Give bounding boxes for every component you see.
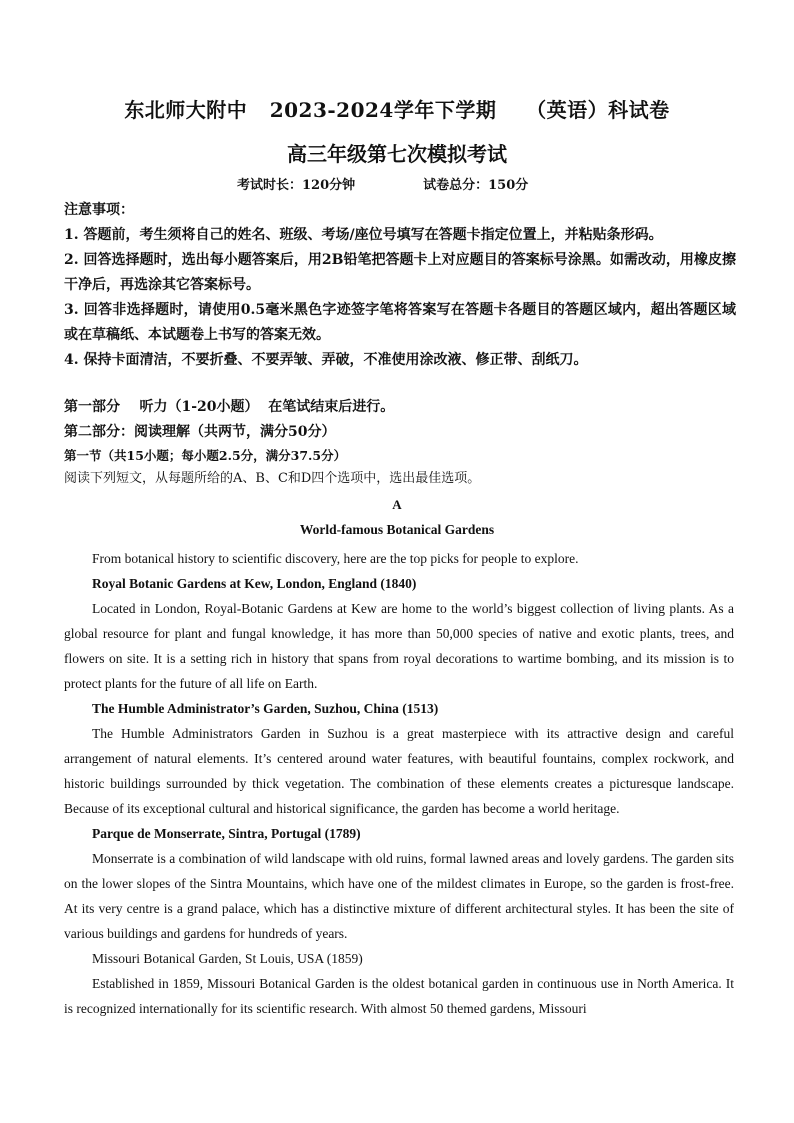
reading-instruction: 阅读下列短文，从每题所给的A、B、C和D四个选项中，选出最佳选项。 (64, 471, 481, 486)
note-item: 3. 回答非选择题时，请使用0.5毫米黑色字迹签字笔将答案写在答题卡各题目的答题区域内，超出答题区域或在草稿纸、本试题卷上书写的答案无效。 (64, 302, 736, 343)
notes-section (64, 198, 736, 373)
garden-heading: The Humble Administrator’s Garden, Suzhou, China (1513) (92, 701, 439, 716)
garden-heading: Royal Botanic Gardens at Kew, London, England (1840) (92, 576, 417, 591)
article-intro: From botanical history to scientific discovery, here are the top picks for people to explore. (92, 551, 579, 566)
garden-description: Located in London, Royal-Botanic Gardens at Kew are home to the world’s biggest collection of living plants. As a global resource for plant and fungal knowledge, it has more than 50,000 species of native and exotic plants, trees, and flowers on site. It is a setting rich in history that spans from royal decorations to wartime bombing, and its mission is to protect plants for the future of all life on Earth. (64, 601, 734, 691)
article-title: World-famous Botanical Gardens (299, 522, 495, 537)
garden-description: The Humble Administrators Garden in Suzhou is a great masterpiece with its attractive design and careful arrangement of natural elements. It’s centered around water features, with beautiful fountains, complex rockwork, and historic buildings surrounded by thick vegetation. The combination of these elements creates a picturesque landscape. Because of its exceptional cultural and historical significance, the garden has become a world heritage. (64, 726, 734, 816)
garden-description: Monserrate is a combination of wild landscape with old ruins, formal lawned areas and lovely gardens. The garden sits on the lower slopes of the Sintra Mountains, which have one of the mildest climates in Europe, so the garden is frost-free. At its very centre is a grand palace, which has a distinctive mixture of different architectural styles. It has been the site of various buildings and gardens for hundreds of years. (64, 851, 734, 941)
note-item: 1. 答题前，考生须将自己的姓名、班级、考场/座位号填写在答题卡指定位置上，并粘贴条形码。 (64, 227, 663, 243)
exam-meta (237, 174, 528, 193)
note-item: 4. 保持卡面清洁，不要折叠、不要弄皱、弄破，不准使用涂改液、修正带、刮纸刀。 (64, 352, 588, 368)
parts-section (64, 395, 736, 491)
section-one-heading: 第一节（共15小题；每小题2.5分，满分37.5分） (64, 448, 347, 463)
part-two-heading: 第二部分：阅读理解（共两节，满分50分） (64, 424, 336, 440)
part-one-heading: 第一部分 听力（1-20小题） 在笔试结束后进行。 (64, 399, 395, 415)
notes-heading: 注意事项： (64, 202, 134, 218)
garden-heading: Missouri Botanical Garden, St Louis, USA (1859) (92, 951, 363, 966)
garden-heading: Parque de Monserrate, Sintra, Portugal (1789) (92, 826, 361, 841)
exam-total-score: 试卷总分：150分 (423, 178, 529, 193)
note-item: 2. 回答选择题时，选出每小题答案后，用2B铅笔把答题卡上对应题目的答案标号涂黑。如需改动，用橡皮擦干净后，再选涂其它答案标号。 (64, 252, 736, 293)
garden-description: Established in 1859, Missouri Botanical Garden is the oldest botanical garden in continuous use in North America. It is recognized internationally for its scientific research. With almost 50 themed gardens, Missouri (64, 976, 734, 1016)
article-body (64, 546, 734, 1021)
exam-title: 东北师大附中 2023-2024学年下学期 （英语）科试卷 (124, 98, 670, 122)
section-letter: A (392, 497, 402, 512)
exam-subtitle: 高三年级第七次模拟考试 (287, 142, 507, 166)
exam-duration: 考试时长：120分钟 (237, 178, 356, 193)
